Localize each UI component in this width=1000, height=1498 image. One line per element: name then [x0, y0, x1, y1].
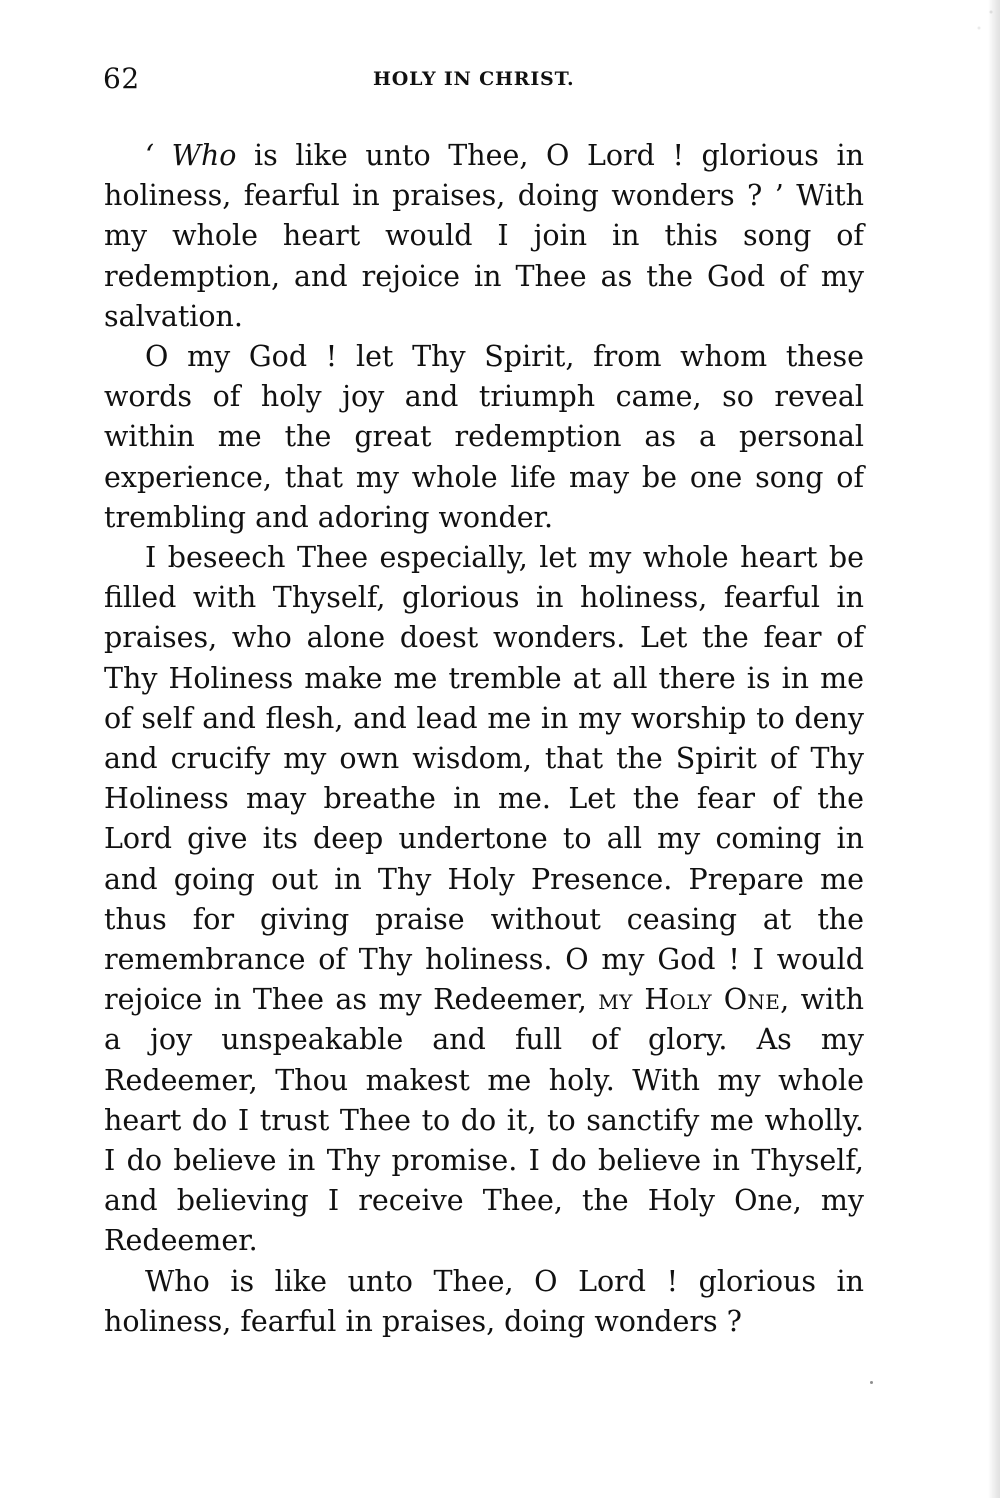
paragraph-2: O my God ! let Thy Spirit, from whom these words of holy joy and triumph came, so reveal within me the great redemption as a personal experience, that my whole life may be one song of trembling and adoring wonder.	[104, 340, 864, 534]
page-number: 62	[103, 62, 140, 95]
paragraph-4: Who is like unto Thee, O Lord ! glorious in holiness, fearful in praises, doing wonders ?	[104, 1264, 864, 1338]
paragraph-1-rest: is like unto Thee, O Lord ! glorious in holiness, fearful in praises, doing wonders ? ’ With my whole heart would I join in this song of redemption, and rejoice in Thee as the God of my salvation.	[104, 139, 864, 333]
page-header	[103, 62, 863, 95]
paragraph-3	[104, 538, 864, 1262]
paragraph-1-italic-lead: ‘ Who	[145, 139, 237, 172]
paragraph-3-part-2: , with a joy unspeakable and full of glory. As my Redeemer, Thou makest me holy. With my whole heart do I trust Thee to do it, to sanctify me wholly. I do believe in Thy promise. I do believe in Thyself, and believing I receive Thee, the Holy One, my Redeemer.	[104, 983, 864, 1258]
speck	[870, 1381, 873, 1384]
page-edge-specks	[970, 0, 1000, 40]
running-head: HOLY IN CHRIST.	[373, 68, 575, 90]
paragraph-1	[104, 136, 864, 337]
paragraph-3-smallcaps: my Holy One	[598, 983, 781, 1017]
page-edge-shadow	[988, 0, 1000, 1498]
body-text	[104, 136, 864, 1342]
paragraph-3-part-1: I beseech Thee especially, let my whole heart be filled with Thyself, glorious in holiness, fearful in praises, who alone doest wonders. Let the fear of Thy Holiness make me tremble at all there is in me of self and flesh, and lead me in my worship to deny and crucify my own wisdom, that the Spirit of Thy Holiness may breathe in me. Let the fear of the Lord give its deep undertone to all my coming in and going out in Thy Holy Presence. Prepare me thus for giving praise without ceasing at the remembrance of Thy holiness. O my God ! I would rejoice in Thee as my Redeemer,	[104, 541, 864, 1017]
